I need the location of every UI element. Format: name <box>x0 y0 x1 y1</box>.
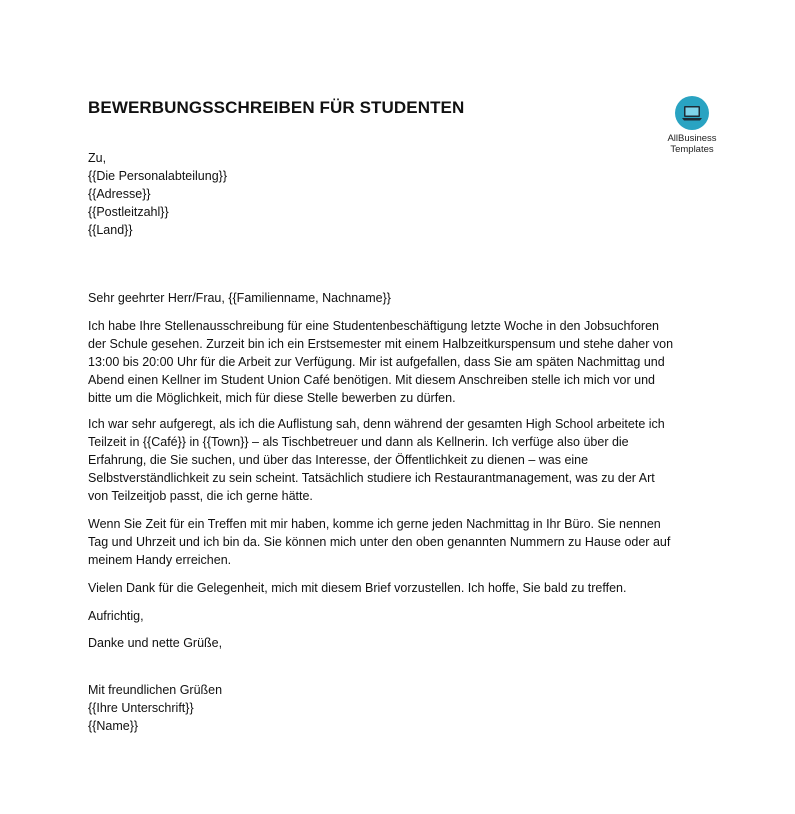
closing-1 <box>88 607 713 625</box>
laptop-icon <box>675 96 709 130</box>
paragraph-line: Erfahrung, die Sie suchen, und über das Interesse, der Öffentlichkeit zu dienen – was eine <box>88 453 589 467</box>
body-paragraph-3 <box>88 515 713 569</box>
paragraph-line: bitte um die Möglichkeit, mich für diese Stelle bewerben zu dürfen. <box>88 391 456 405</box>
salutation-line: Sehr geehrter Herr/Frau, {{Familienname, Nachname}} <box>88 291 391 305</box>
paragraph-line: 13:00 bis 20:00 Uhr für die Arbeit zur Verfügung. Mir ist aufgefallen, dass Sie am späten Nachmittag und <box>88 355 665 369</box>
paragraph-line: Wenn Sie Zeit für ein Treffen mit mir haben, komme ich gerne jeden Nachmittag in Ihr Büro. Sie nennen <box>88 517 661 531</box>
logo-line-1: AllBusiness <box>667 133 717 144</box>
paragraph-line: Teilzeit in {{Café}} in {{Town}} – als Tischbetreuer und dann als Kellnerin. Ich verfüge also über die <box>88 435 629 449</box>
logo-circle <box>675 96 709 130</box>
address-line: {{Postleitzahl}} <box>88 205 169 219</box>
closing-2 <box>88 634 713 652</box>
paragraph-line: von Teilzeitjob passt, die ich gerne hätte. <box>88 489 313 503</box>
paragraph-line: Tag und Uhrzeit und ich bin da. Sie können mich unter den oben genannten Nummern zu Hause oder auf <box>88 535 671 549</box>
paragraph-line: der Schule gesehen. Zurzeit bin ich ein Erstsemester mit einem Halbzeitkurspensum und stehe daher von <box>88 337 674 351</box>
body-paragraph-4 <box>88 579 713 597</box>
paragraph-line: Abend einen Kellner im Student Union Café benötigen. Mit diesem Anschreiben stelle ich mich vor und <box>88 373 655 387</box>
address-line: {{Adresse}} <box>88 187 151 201</box>
recipient-address <box>88 149 713 239</box>
salutation <box>88 289 713 307</box>
signature-line: {{Name}} <box>88 719 139 733</box>
signature-block <box>88 681 713 735</box>
closing-line: Aufrichtig, <box>88 609 144 623</box>
paragraph-line: Vielen Dank für die Gelegenheit, mich mit diesem Brief vorzustellen. Ich hoffe, Sie bald zu treffen. <box>88 581 627 595</box>
paragraph-line: Selbstverständlichkeit zu sein scheint. Tatsächlich studiere ich Restaurantmanagement, was zu der Art <box>88 471 655 485</box>
logo-line-2: Templates <box>670 144 714 155</box>
document-title: BEWERBUNGSSCHREIBEN FÜR STUDENTEN <box>88 98 465 117</box>
address-line: {{Land}} <box>88 223 133 237</box>
paragraph-line: Ich war sehr aufgeregt, als ich die Auflistung sah, denn während der gesamten High School arbeitete ich <box>88 417 665 431</box>
body-paragraph-1 <box>88 317 713 407</box>
signature-line: {{Ihre Unterschrift}} <box>88 701 194 715</box>
address-line: Zu, <box>88 151 107 165</box>
company-logo <box>662 96 722 155</box>
signature-line: Mit freundlichen Grüßen <box>88 683 223 697</box>
body-paragraph-2 <box>88 415 713 505</box>
address-line: {{Die Personalabteilung}} <box>88 169 228 183</box>
closing-line: Danke und nette Grüße, <box>88 636 223 650</box>
paragraph-line: meinem Handy erreichen. <box>88 553 232 567</box>
paragraph-line: Ich habe Ihre Stellenausschreibung für eine Studentenbeschäftigung letzte Woche in den Jobsuchforen <box>88 319 659 333</box>
